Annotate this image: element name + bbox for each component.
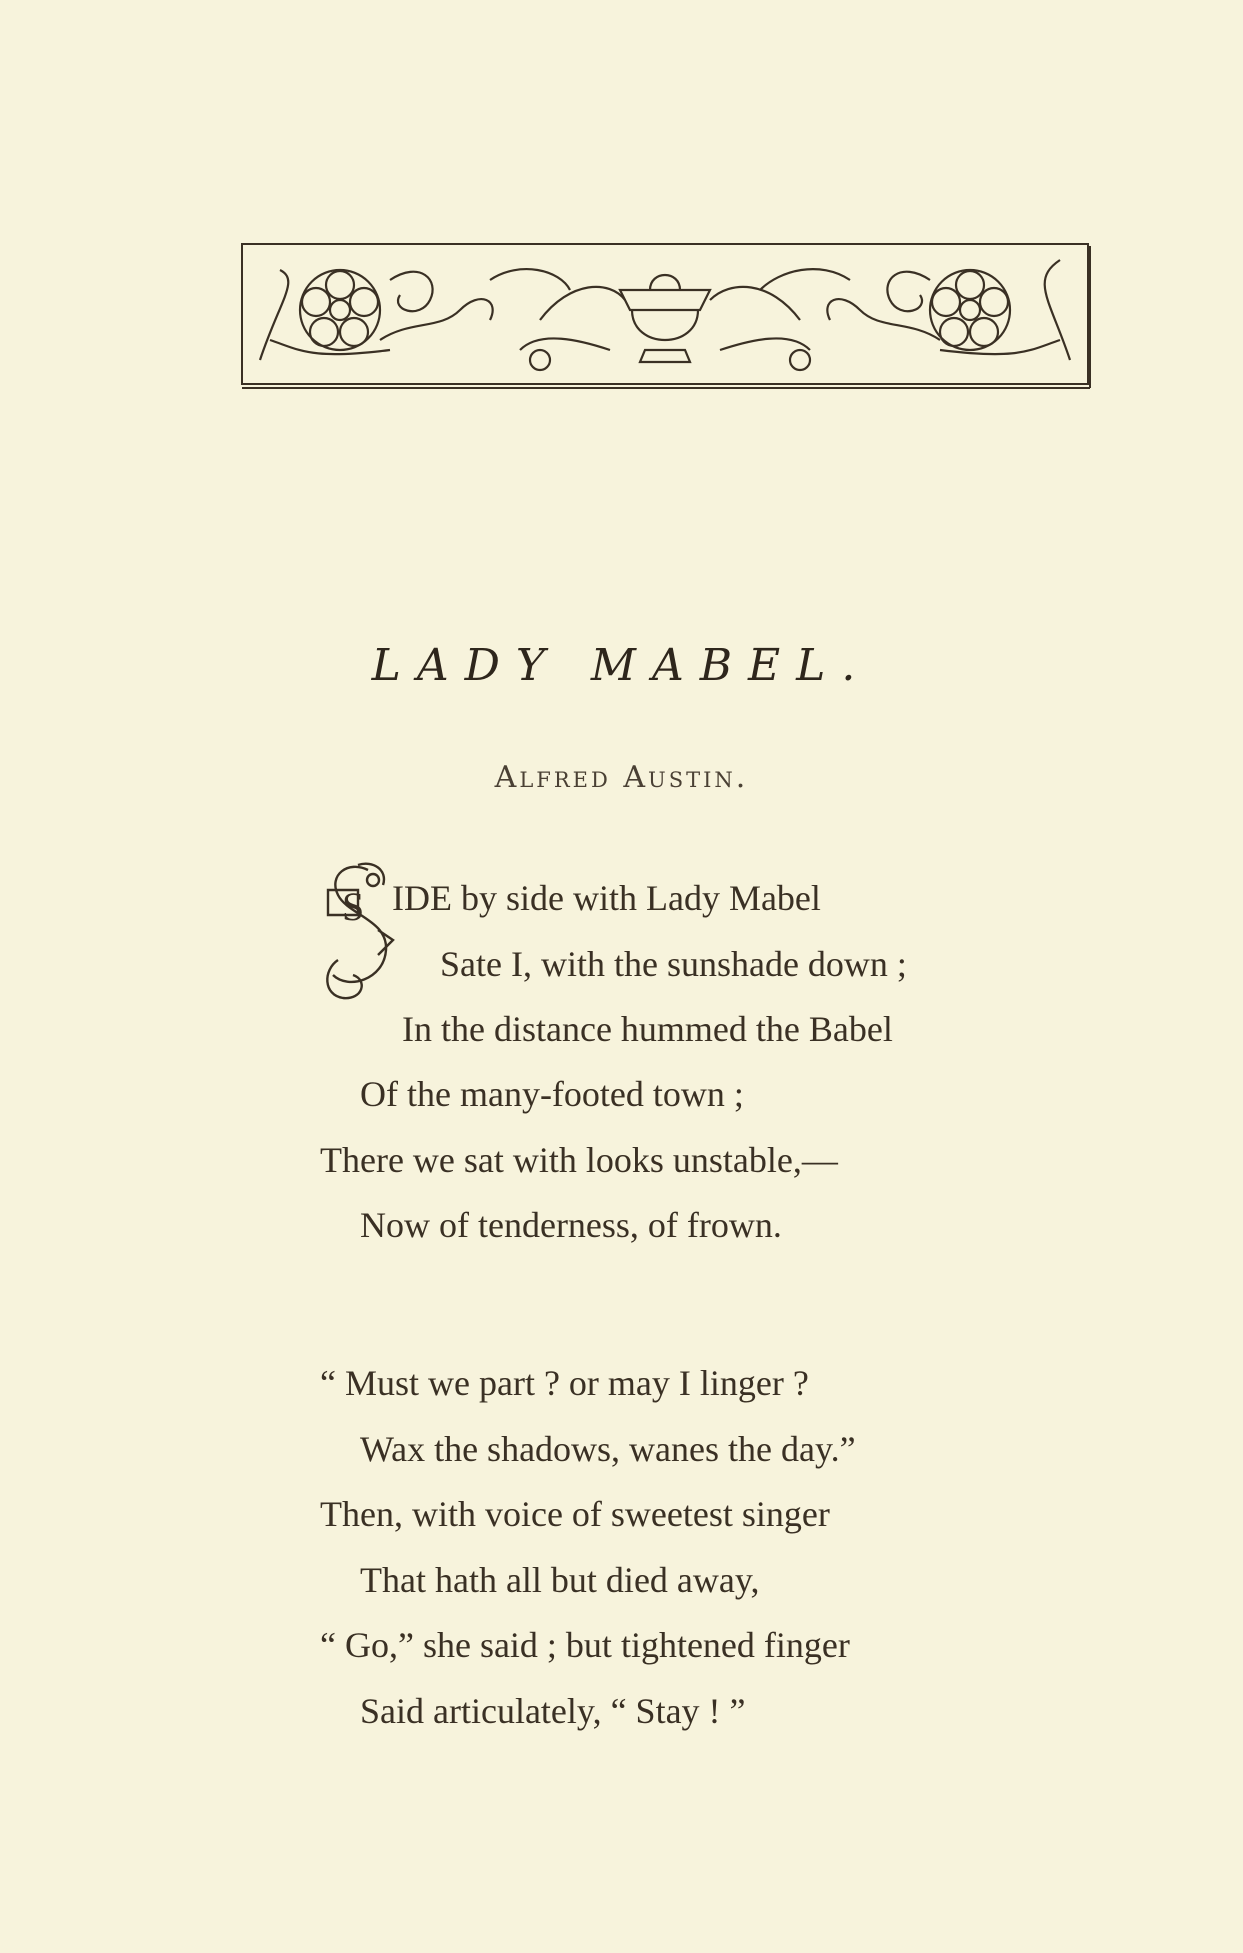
verse-line: Then, with voice of sweetest singer	[320, 1494, 830, 1534]
verse-line: There we sat with looks unstable,—	[320, 1140, 838, 1180]
decorative-header-ornament	[240, 240, 1092, 390]
verse-line: Said articulately, “ Stay ! ”	[360, 1691, 746, 1731]
poem-author: Alfred Austin.	[494, 760, 749, 795]
verse-line: That hath all but died away,	[360, 1560, 760, 1600]
verse-line: Now of tenderness, of frown.	[360, 1205, 782, 1245]
verse-line: Of the many-footed town ;	[360, 1074, 744, 1114]
poem-title: LADY MABEL.	[371, 640, 872, 691]
verse-line: In the distance hummed the Babel	[402, 1009, 893, 1049]
verse-line: Wax the shadows, wanes the day.”	[360, 1429, 856, 1469]
verse-line: IDE by side with Lady Mabel	[392, 878, 821, 918]
verse-line: Sate I, with the sunshade down ;	[440, 944, 907, 984]
drop-cap-letter: S	[342, 884, 365, 929]
verse-line: “ Go,” she said ; but tightened finger	[320, 1625, 850, 1665]
verse-line: “ Must we part ? or may I linger ?	[320, 1363, 809, 1403]
decorated-initial-s	[318, 860, 402, 1010]
